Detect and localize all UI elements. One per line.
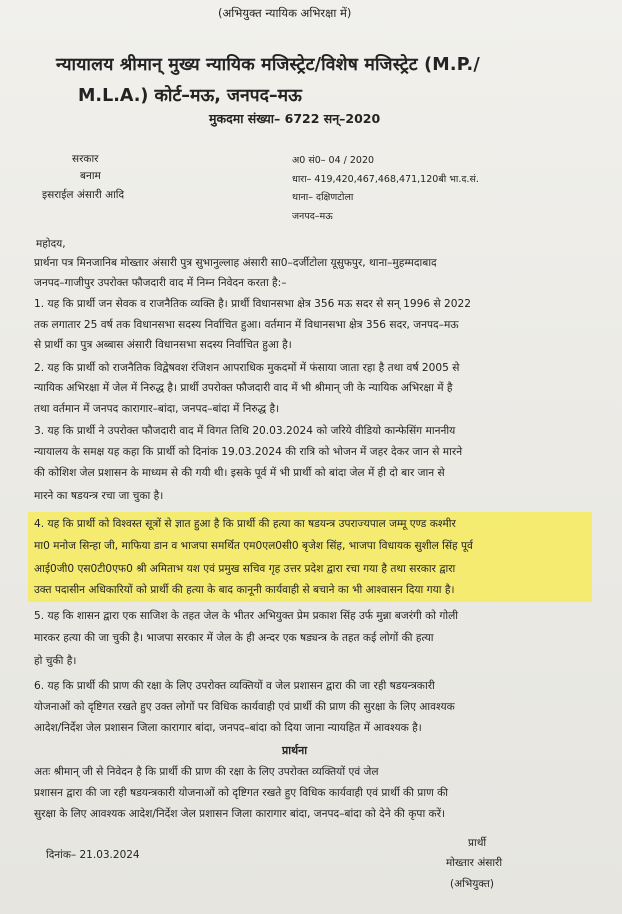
prayer-line: अतः श्रीमान् जी से निवेदन है कि प्रार्थी की प्राण की रक्षा के लिए उपरोक्त व्यक्तियों एवं जेल	[34, 766, 379, 778]
body-line: 2. यह कि प्रार्थी को राजनैतिक विद्वेषवश रंजिशन आपराधिक मुकदमों में फंसाया जाता रहा है तथा वर्ष 2005 से	[34, 362, 460, 374]
prayer-line: प्रशासन द्वारा की जा रही षडयन्त्रकारी योजनाओं को दृष्टिगत रखते हुए विधिक कार्यवाही एवं प्रार्थी की प्राण की	[34, 787, 448, 799]
body-line: तक लगातार 25 वर्ष तक विधानसभा सदस्य निर्वाचित हुआ। वर्तमान में विधानसभा क्षेत्र 356 सदर, जनपद–मऊ	[34, 319, 459, 331]
custody-note: (अभियुक्त न्यायिक अभिरक्षा में)	[218, 6, 352, 20]
body-line: न्यायिक अभिरक्षा में जेल में निरुद्ध है। प्रार्थी उपरोक्त फौजदारी वाद में भी श्रीमान् जी के न्यायिक अभिरक्षा में है	[34, 382, 453, 394]
body-line-highlighted: उक्त पदासीन अधिकारियों को प्रार्थी की हत्या के बाद कानूनी कार्यवाही से बचाने का भी आश्वासन दिया गया है।	[34, 584, 455, 596]
legal-sections: धारा– 419,420,467,468,471,120बी भा.द.सं.	[292, 174, 479, 185]
body-line: प्रार्थना पत्र मिनजानिब मोख्तार अंसारी पुत्र सुभानुल्लाह अंसारी सा0–दर्जीटोला यूसुफपुर, थाना–मुहम्मदाबाद	[34, 257, 437, 269]
signature-name: मोख्तार अंसारी	[446, 857, 503, 869]
body-line: मारकर हत्या की जा चुकी है। भाजपा सरकार में जेल के ही अन्दर एक षड्यन्त्र के तहत कई लोगों की हत्या	[34, 632, 434, 644]
body-line: 3. यह कि प्रार्थी ने उपरोक्त फौजदारी वाद में विगत तिथि 20.03.2024 को जरिये वीडियो कान्फेसिंग माननीय	[34, 425, 456, 437]
party-plaintiff: सरकार	[72, 153, 99, 165]
body-line: से प्रार्थी का पुत्र अब्बास अंसारी विधानसभा सदस्य निर्वाचित हुआ है।	[34, 339, 292, 351]
body-line: 5. यह कि शासन द्वारा एक साजिश के तहत जेल के भीतर अभियुक्त प्रेम प्रकाश सिंह उर्फ मुन्ना बजरंगी को गोली	[34, 610, 458, 622]
body-line: 6. यह कि प्रार्थी की प्राण की रक्षा के लिए उपरोक्त व्यक्तियों व जेल प्रशासन द्वारा की जा रही षडयन्त्रकारी	[34, 680, 435, 692]
document-date: दिनांक– 21.03.2024	[46, 849, 140, 861]
prayer-heading: प्रार्थना	[282, 744, 308, 757]
signature-applicant: प्रार्थी	[468, 837, 487, 849]
case-number: मुकदमा संख्या– 6722 सन्–2020	[209, 111, 381, 126]
prayer-line: सुरक्षा के लिए आवश्यक आदेश/निर्देश जेल प्रशासन जिला कारागार बांदा, जनपद–बांदा को देने की कृपा करें।	[34, 808, 446, 820]
party-accused: इसराईल अंसारी आदि	[42, 189, 125, 201]
court-title: न्यायालय श्रीमान् मुख्य न्यायिक मजिस्ट्रेट/विशेष मजिस्ट्रेट (M.P./	[56, 55, 480, 75]
party-versus: बनाम	[80, 170, 101, 182]
body-line-highlighted: 4. यह कि प्रार्थी को विश्वस्त सूत्रों से ज्ञात हुआ है कि प्रार्थी की हत्या का षडयन्त्र उपराज्यपाल जम्मू एण्ड कश्मीर	[34, 518, 456, 530]
body-line: की कोशिश जेल प्रशासन के माध्यम से की गयी थी। इसके पूर्व में भी प्रार्थी को बांदा जेल में ही दो बार जान से	[34, 467, 445, 479]
district: जनपद–मऊ	[292, 211, 333, 222]
court-subtitle: M.L.A.) कोर्ट–मऊ, जनपद–मऊ	[78, 86, 302, 106]
salutation: महोदय,	[36, 238, 66, 250]
body-line: योजनाओं को दृष्टिगत रखते हुए उक्त लोगों पर विधिक कार्यवाही एवं प्रार्थी की प्राण की सुरक्षा के लिए आवश्यक	[34, 701, 455, 713]
body-line: आदेश/निर्देश जेल प्रशासन जिला कारागार बांदा, जनपद–बांदा को दिया जाना न्यायहित में आवश्यक है।	[34, 722, 422, 734]
police-station: थाना– दक्षिणटोला	[292, 192, 354, 203]
signature-role: (अभियुक्त)	[450, 878, 495, 890]
body-line: मारने का षडयन्त्र रचा जा चुका है।	[34, 490, 164, 502]
body-line-highlighted: आई0जी0 एस0टी0एफ0 श्री अमिताभ यश एवं प्रमुख सचिव गृह उत्तर प्रदेश द्वारा रचा गया है तथा सरकार द्वारा	[34, 563, 456, 575]
body-line: न्यायालय के समक्ष यह कहा कि प्रार्थी को दिनांक 19.03.2024 की रात्रि को भोजन में जहर देकर जान से मारने	[34, 446, 463, 458]
body-line: 1. यह कि प्रार्थी जन सेवक व राजनैतिक व्यक्ति है। प्रार्थी विधानसभा क्षेत्र 356 मऊ सदर से सन् 1996 से 2022	[34, 298, 471, 310]
body-line: तथा वर्तमान में जनपद कारागार–बांदा, जनपद–बांदा में निरुद्ध है।	[34, 403, 280, 415]
body-line-highlighted: मा0 मनोज सिन्हा जी, माफिया डान व भाजपा समर्थित एम0एल0सी0 बृजेश सिंह, भाजपा विधायक सुशील सिंह पूर्व	[34, 540, 473, 552]
body-line: जनपद–गाजीपुर उपरोक्त फौजदारी वाद में निम्न निवेदन करता है:–	[34, 277, 287, 289]
case-crime-number: अ0 सं0– 04 / 2020	[292, 155, 375, 166]
body-line: हो चुकी है।	[34, 655, 77, 667]
